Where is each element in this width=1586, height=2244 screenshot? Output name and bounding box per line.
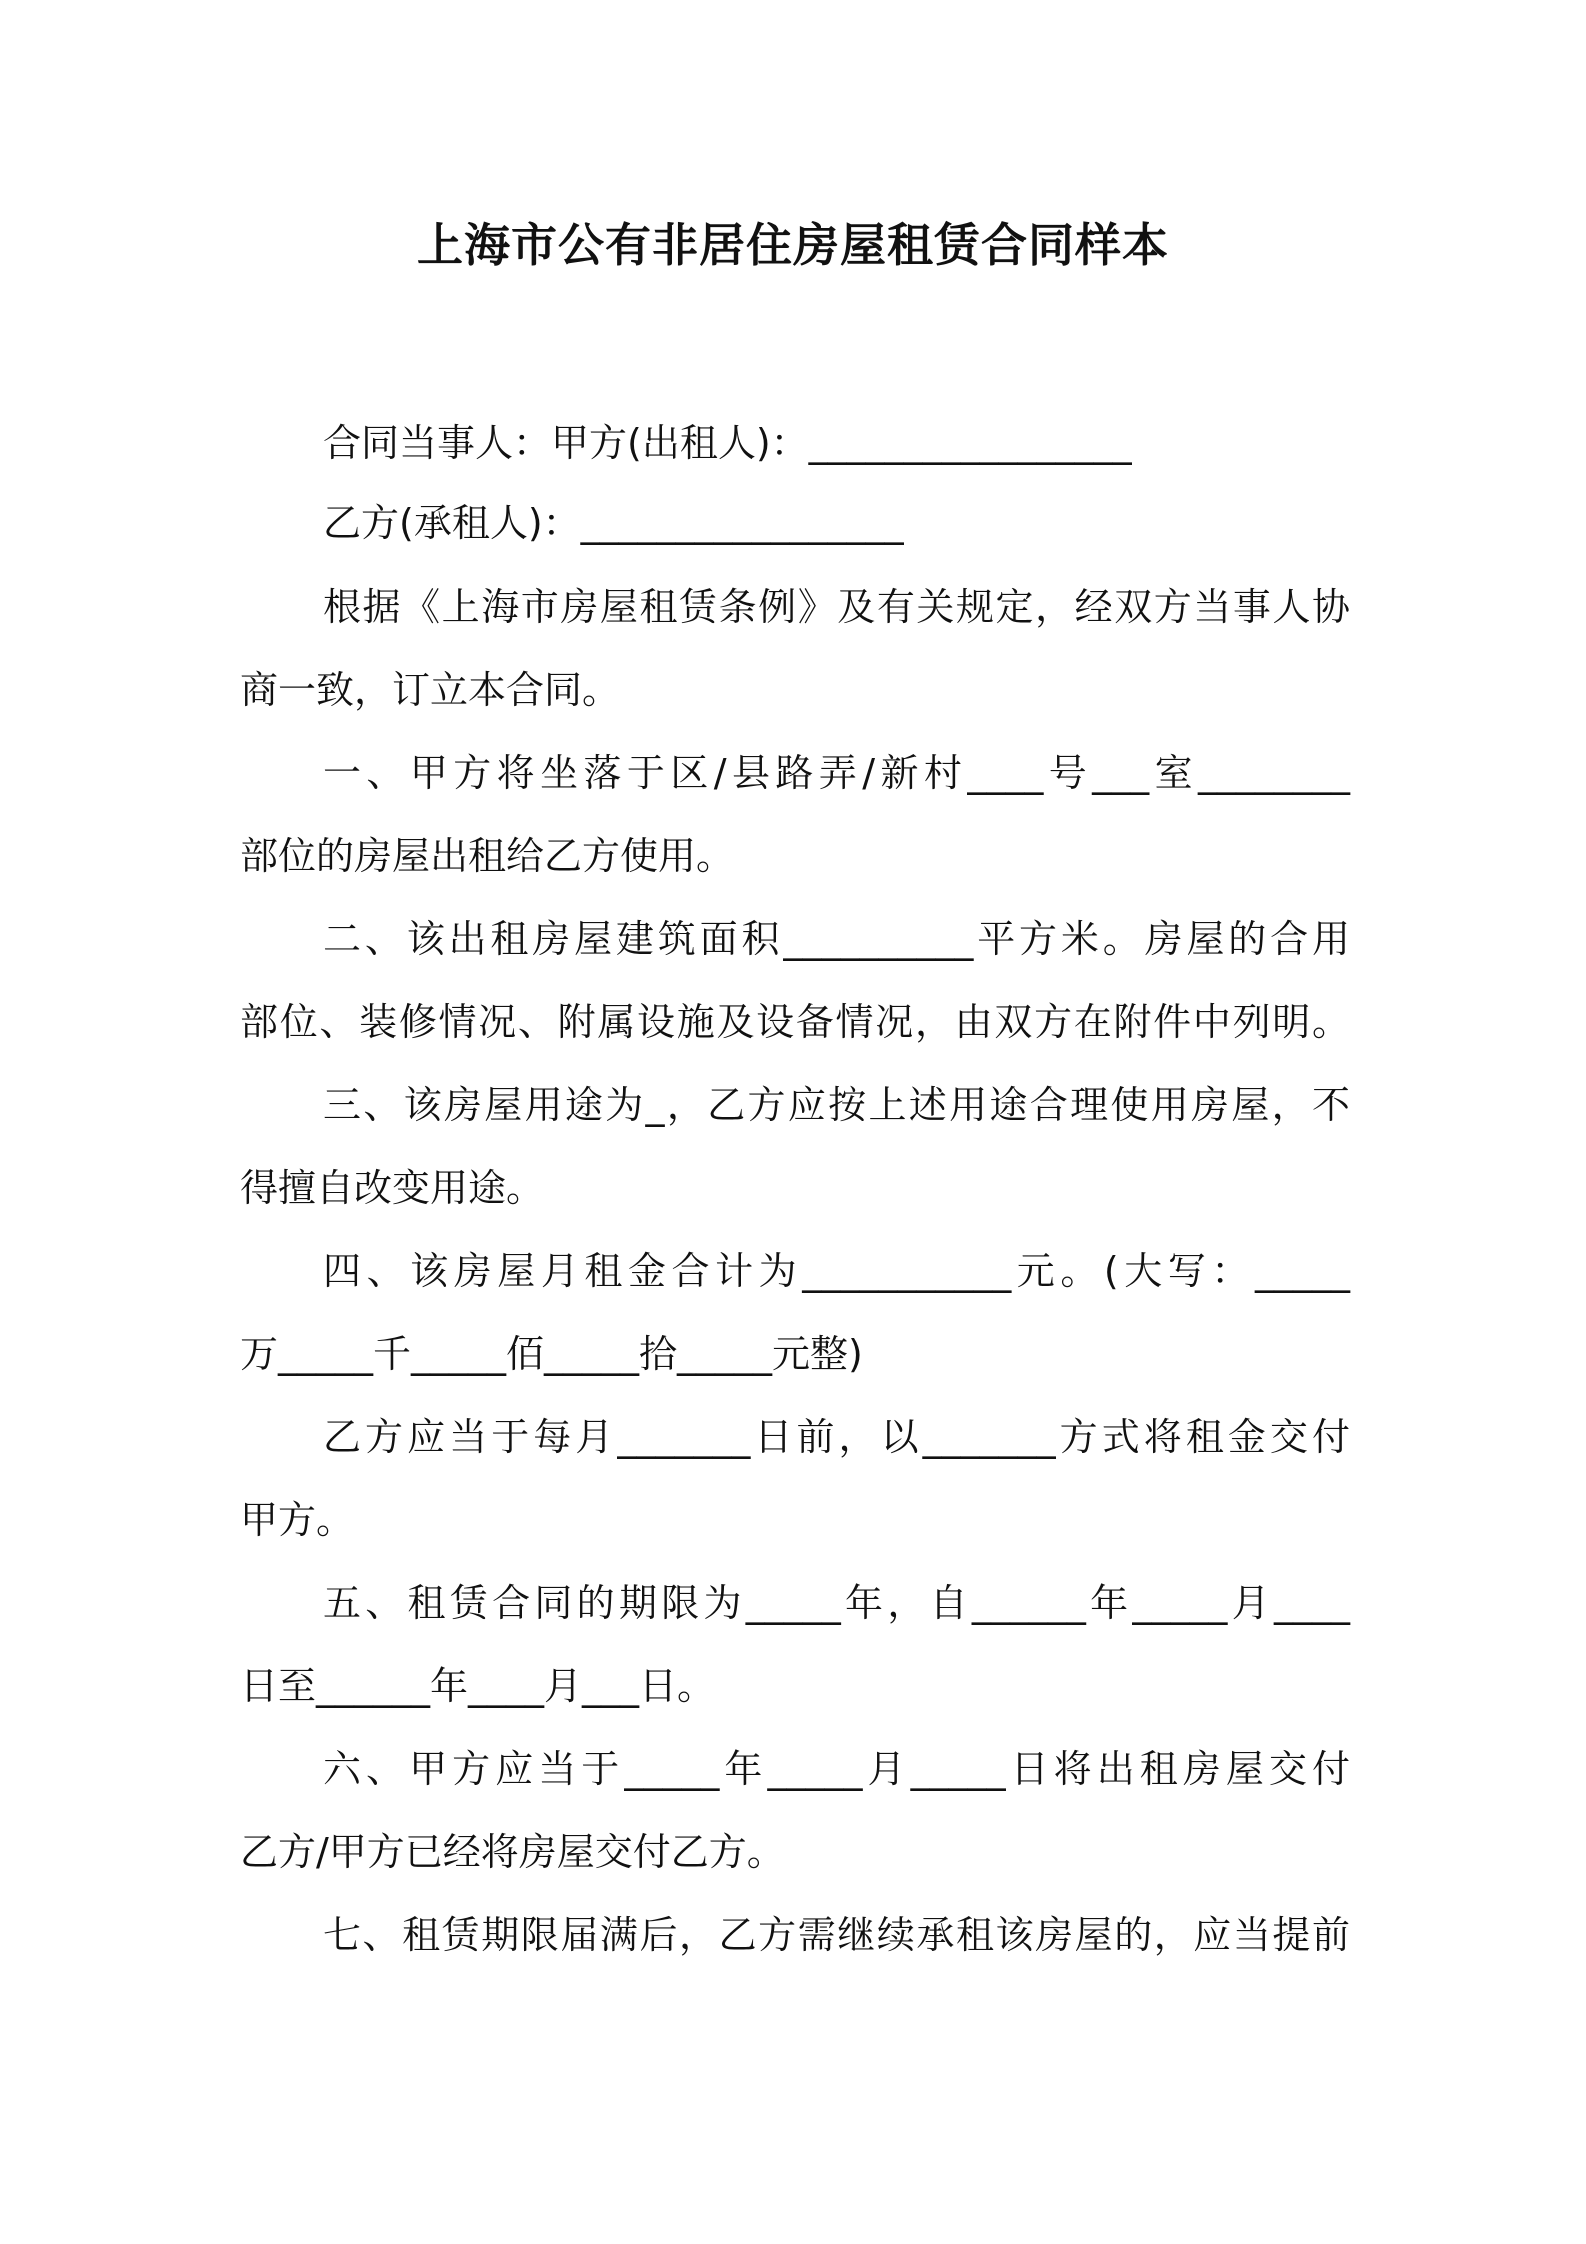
clause-4-line-2: 万_____千_____佰_____拾_____元整): [240, 1332, 863, 1376]
clause-6-line-1: 六、甲方应当于_____年_____月_____日将出租房屋交付: [323, 1747, 1350, 1791]
clause-2-line-2: 部位、装修情况、附属设施及设备情况，由双方在附件中列明。: [240, 1000, 1350, 1044]
clause-5-line-2: 日至______年____月___日。: [240, 1664, 716, 1708]
party-b-line: 乙方(承租人)：_________________: [323, 501, 904, 545]
party-a-line: 合同当事人：甲方(出租人)：_________________: [323, 421, 1132, 465]
clause-2-line-1: 二、该出租房屋建筑面积__________平方米。房屋的合用: [323, 917, 1350, 961]
clause-6-line-2: 乙方/甲方已经将房屋交付乙方。: [240, 1830, 785, 1874]
clause-3-line-1: 三、该房屋用途为_，乙方应按上述用途合理使用房屋，不: [323, 1083, 1350, 1127]
clause-5-line-1: 五、租赁合同的期限为_____年，自______年_____月____: [323, 1581, 1350, 1625]
clause-4-line-1: 四、该房屋月租金合计为___________元。(大写：_____: [323, 1249, 1350, 1293]
clause-4-payment-line-2: 甲方。: [240, 1498, 355, 1542]
clause-4-payment-line-1: 乙方应当于每月_______日前，以_______方式将租金交付: [323, 1415, 1350, 1459]
clause-7-line-1: 七、租赁期限届满后，乙方需继续承租该房屋的，应当提前: [323, 1913, 1350, 1957]
clause-3-line-2: 得擅自改变用途。: [240, 1166, 545, 1210]
preamble-line-2: 商一致，订立本合同。: [240, 668, 621, 712]
clause-1-line-2: 部位的房屋出租给乙方使用。: [240, 834, 735, 878]
clause-1-line-1: 一、甲方将坐落于区/县路弄/新村____号___室________: [323, 751, 1350, 795]
preamble-line-1: 根据《上海市房屋租赁条例》及有关规定，经双方当事人协: [323, 585, 1350, 629]
document-title: 上海市公有非居住房屋租赁合同样本: [417, 218, 1169, 272]
